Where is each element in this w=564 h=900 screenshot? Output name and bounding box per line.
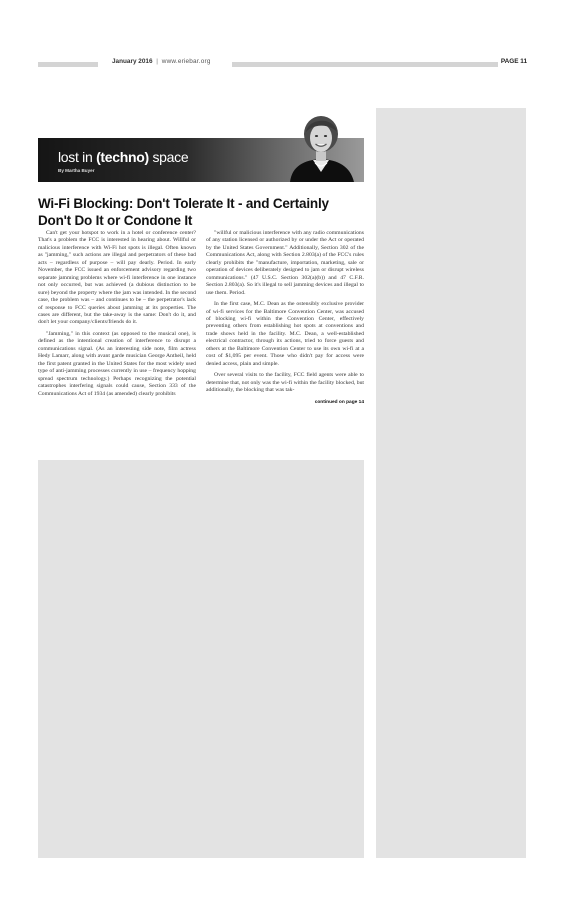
column-title-lost: lost in — [58, 149, 97, 165]
header-dateline — [112, 58, 211, 65]
paragraph: Can't get your hotspot to work in a hotel or conference center? That's a problem the FCC is interested in hearing about. Willful or malicious interference with Wi-Fi hot spots is illegal. Often known as "jamming," such actions are illegal and perpetrators of these bad acts – regardless of purpose – will pay dearly. Period. In early November, the FCC issued an enforcement advisory regarding two separate jamming problems where wi-fi interference in one instance not only occurred, but was achieved (a dubious distinction to be sure) beyond the property where the jam was intended. In the second case, the problem was – and continues to be – the perpetrator's lack of response to FCC queries about jamming at its properties. The cases are different, but the take-away is the same: Don't do it, and don't let your company/clients/friends do it. — [38, 230, 196, 326]
paragraph: In the first case, M.C. Dean as the ostensibly exclusive provider of wi-fi services for the Baltimore Convention Center, was accused of blocking wi-fi within the Convention Center, effectively preventing others from establishing hot spots at conventions and trade shows held in the facility. M.C. Dean, a well-established electrical contractor, through its actions, tried to force guests and others at the Baltimore Convention Center to use its own wi-fi at a cost of $1,095 per event. Those who didn't pay for access were denied access, plain and simple. — [206, 301, 364, 367]
column-title-techno: (techno) — [96, 149, 149, 165]
article-column-1 — [38, 230, 196, 402]
header-rule-left — [38, 62, 98, 67]
paragraph: "willful or malicious interference with any radio communications of any station licensed or authorized by or under the Act or operated by the United States Government." Additionally, Section 302 of the Communications Act, along with Section 2.803(a) of the FCC's rules clearly prohibits the "manufacture, importation, marketing, sale or operation of devices deliberately designed to jam or disrupt wireless communications." (47 U.S.C. Section 302(a)(b)) and 47 C.F.R. Section 2.803(a). So it's illegal to sell jamming devices and illegal to use them. Period. — [206, 230, 364, 296]
author-portrait — [284, 108, 358, 182]
header-separator: | — [156, 58, 158, 65]
column-title-space: space — [148, 149, 189, 165]
article-headline: Wi-Fi Blocking: Don't Tolerate It - and Certainly Don't Do It or Condone It — [38, 196, 329, 228]
continued-notice[interactable]: continued on page 14 — [314, 399, 364, 405]
article-column-2 — [206, 230, 364, 406]
issue-date: January 2016 — [112, 58, 153, 65]
ad-space-bottom — [38, 460, 364, 858]
paragraph: Over several visits to the facility, FCC field agents were able to determine that, not only was the wi-fi within the facility blocked, but additionally, the blocking that was tak- — [206, 372, 364, 394]
author-byline: By Martha Buyer — [58, 168, 95, 173]
ad-space-right — [376, 108, 526, 858]
website-link[interactable]: www.eriebar.org — [161, 58, 211, 65]
column-title — [58, 149, 188, 165]
paragraph: "Jamming," in this context (as opposed to the musical one), is defined as the intentional creation of interference to disrupt a communications signal. (As an interesting side note, film actress Hedy Lamarr, along with avant garde musician George Antheil, held the first patent granted in the United States for the most widely used type of anti-jamming processes currently in use – frequency hopping spread spectrum technology.) Perhaps recognizing the potential catastrophes interfering signals could cause, Section 333 of the Communications Act of 1934 (as amended) clearly prohibits — [38, 330, 196, 397]
page-number: PAGE 11 — [500, 58, 527, 65]
header-rule-right — [232, 62, 498, 67]
